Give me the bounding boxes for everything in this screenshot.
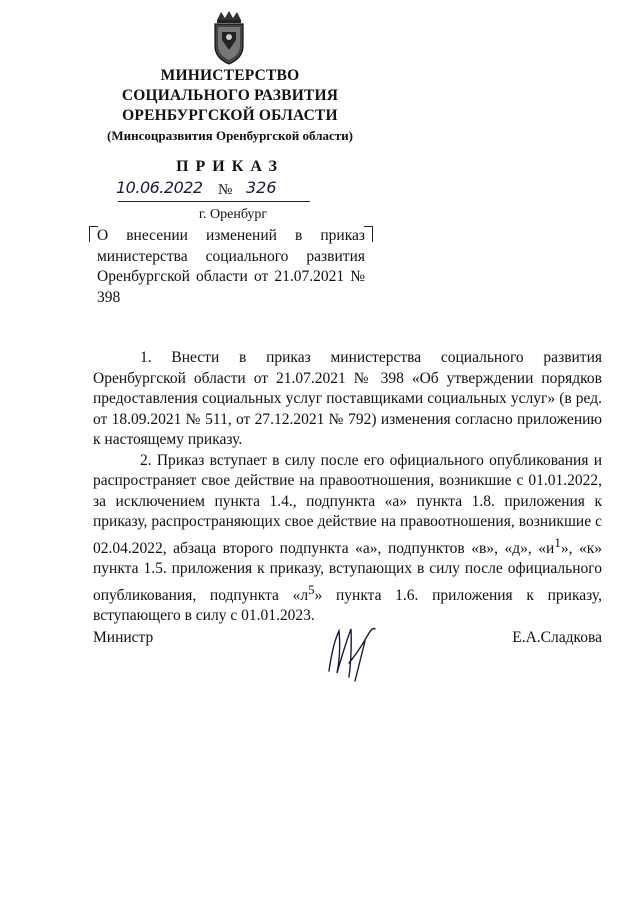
order-subject-block	[97, 226, 365, 308]
ministry-header	[90, 66, 370, 145]
coat-of-arms-emblem	[207, 10, 251, 66]
ministry-name-line-3: ОРЕНБУРГСКОЙ ОБЛАСТИ	[122, 107, 338, 124]
body-paragraph-2	[93, 451, 602, 627]
superscript-5: 5	[308, 581, 315, 597]
paragraph-2-part-b: », «к» пункта 1.5. приложения к приказу, вступающих в силу после официального опубликования, подпункта «л	[93, 539, 603, 604]
signatory-role: Министр	[93, 629, 154, 646]
handwritten-signature	[325, 623, 381, 683]
paragraph-2-part-a: 2. Приказ вступает в силу после его официального опубликования и распространяет свое действие на правоотношения, возникшие с 01.01.2022, за исключением пункта 1.4., подпункта «а» пункта 1.8. приложения к приказу, распространяющих свое действие на правоотношения, возникшие с 02.04.2022, абзаца второго подпункта «а», подпунктов «в», «д», «и	[93, 451, 602, 557]
signature-block	[93, 623, 602, 683]
document-type-title: ПРИКАЗ	[176, 158, 284, 175]
order-date-number-line	[114, 180, 310, 206]
number-sign: №	[218, 182, 233, 198]
handwritten-date: 10.06.2022	[116, 178, 203, 197]
order-body	[93, 348, 602, 627]
body-paragraph-1: 1. Внести в приказ министерства социального развития Оренбургской области от 21.07.2021 № 398 «Об утверждении порядков предоставления социальных услуг поставщиками социальных услуг» (в ред. от 18.09.2021 № 511, от 27.12.2021 № 792) изменения согласно приложению к настоящему приказу.	[93, 349, 602, 448]
ministry-name-line-1: МИНИСТЕРСТВО	[160, 67, 300, 84]
subject-corner-left	[89, 226, 98, 242]
city-label: г. Оренбург	[198, 207, 268, 222]
signatory-name: Е.А.Сладкова	[512, 629, 602, 646]
superscript-1: 1	[554, 534, 561, 550]
paragraph-2-part-c: » пункта 1.6. приложения к приказу, вступающего в силу с 01.01.2023.	[93, 586, 602, 625]
ministry-name-line-2: СОЦИАЛЬНОГО РАЗВИТИЯ	[121, 87, 339, 104]
order-subject-text: О внесении изменений в приказ министерства социального развития Оренбургской области от 21.07.2021 № 398	[97, 227, 365, 306]
subject-corner-right	[364, 226, 373, 242]
handwritten-order-number: 326	[246, 178, 277, 197]
date-number-underline	[118, 201, 310, 202]
ministry-short-name: (Минсоцразвития Оренбургской области)	[107, 128, 353, 143]
